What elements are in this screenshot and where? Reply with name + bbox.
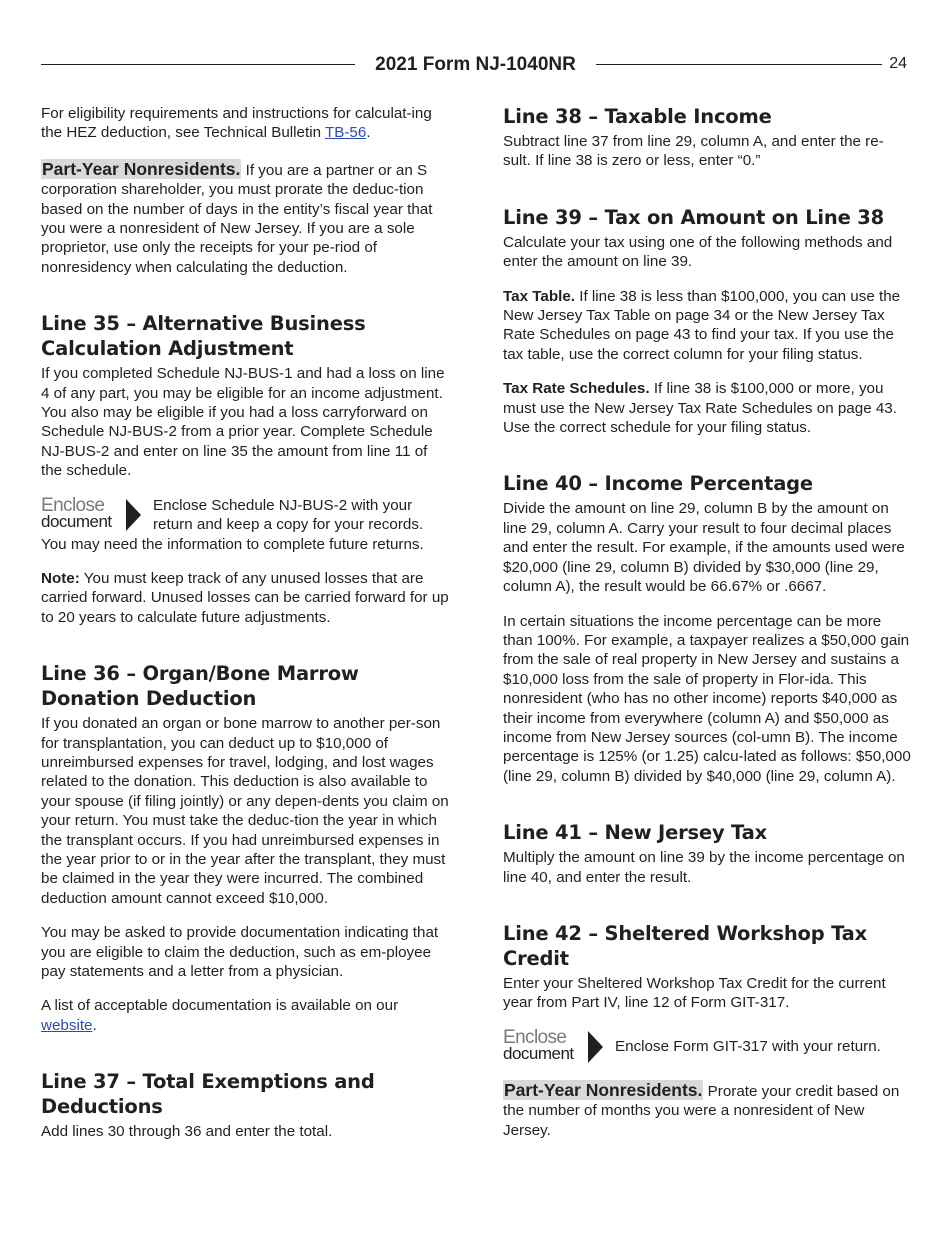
part-year-paragraph bbox=[41, 160, 449, 277]
line-41-heading: Line 41 – New Jersey Tax bbox=[503, 821, 767, 845]
tb-56-link[interactable]: TB-56 bbox=[324, 124, 367, 142]
left-column bbox=[41, 104, 449, 1142]
line-41-text: Multiply the amount on line 39 by the income percentage on line 40, and enter the result. bbox=[503, 849, 905, 886]
right-column bbox=[503, 104, 911, 1140]
line-38-text: Subtract line 37 from line 29, column A, and enter the re-sult. If line 38 is zero or less, enter “0.” bbox=[503, 133, 884, 170]
line-42-text: Enter your Sheltered Workshop Tax Credit for the current year from Part IV, line 12 of Form GIT-317. bbox=[503, 974, 886, 1012]
line-40-heading: Line 40 – Income Percentage bbox=[503, 472, 813, 496]
part-year-credit-text: Prorate your credit based on the number of months you were a nonresident of New Jersey. bbox=[503, 1082, 900, 1139]
line-36-docs-text: You may be asked to provide documentation indicating that you are eligible to claim the deduction, such as em-ployee pay statements and a letter from a physician. bbox=[41, 924, 439, 980]
part-year-credit-paragraph bbox=[503, 1081, 911, 1140]
page-number: 24 bbox=[889, 55, 907, 72]
arrow-icon bbox=[126, 499, 141, 531]
line-37-heading: Line 37 – Total Exemptions and Deductions bbox=[41, 1070, 375, 1119]
line-42-enclose-text: Enclose Form GIT-317 with your return. bbox=[615, 1038, 881, 1056]
tax-table-label: Tax Table. bbox=[503, 287, 576, 305]
line-36-list-end: . bbox=[92, 1016, 97, 1034]
tax-rate-text: If line 38 is $100,000 or more, you must use the New Jersey Tax Rate Schedules on page 43. Use the correct schedule for your filing status. bbox=[503, 380, 897, 437]
line-42-enclose-block bbox=[503, 1028, 911, 1066]
line-38-heading: Line 38 – Taxable Income bbox=[503, 105, 772, 128]
line-36-text: If you donated an organ or bone marrow to another per-son for transplantation, you can deduct up to $10,000 of unreimbursed expenses for travel, lodging, and lost wages related to the donation. This deduction is also available to your spouse (if filing jointly) or any depen-dents you claim on your return. You must take the deduc-tion the year in which the transplant occurs. If you had unreimbursed expenses in the year prior to or in the year after the transplant, they must be claimed in the year they were incurred. The combined deduction amount cannot exceed $10,000. bbox=[41, 715, 449, 907]
enclose-icon-word: Enclose bbox=[41, 494, 105, 516]
part-year-label: Part-Year Nonresidents. bbox=[42, 158, 241, 179]
line-35-heading: Line 35 – Alternative Business Calculation Adjustment bbox=[41, 312, 366, 361]
line-35-enclose-block bbox=[41, 496, 449, 554]
line-40-text: Divide the amount on line 29, column B by the amount on line 29, column A. Carry your result to four decimal places and enter the result. For example, if the amounts used were $20,000 (line 29, column B) divided by $30,000 (line 29, column A), the result would be 66.67% or .6667. bbox=[503, 500, 905, 596]
website-link[interactable]: website bbox=[41, 1016, 93, 1034]
arrow-icon bbox=[588, 1031, 603, 1063]
document-icon-word: document bbox=[503, 1043, 574, 1063]
line-42-heading: Line 42 – Sheltered Workshop Tax Credit bbox=[503, 921, 867, 970]
line-40-text-2: In certain situations the income percentage can be more than 100%. For example, a taxpayer realizes a $50,000 gain from the sale of real property in New Jersey and sustains a $10,000 loss from the sale of property in Flor-ida. This nonresident (who has no other income) reports $40,000 as their income from everywhere (column A) and $50,000 as income from New Jersey sources (col-umn B). The income percentage is 125% (or 1.25) calcu-lated as follows: $50,000 (line 29, column B) divided by $40,000 (line 29, column A). bbox=[503, 612, 911, 785]
line-36-list-paragraph bbox=[41, 996, 449, 1035]
enclose-icon-word: Enclose bbox=[503, 1026, 567, 1048]
line-36-heading: Line 36 – Organ/Bone Marrow Donation Deduction bbox=[41, 662, 359, 711]
note-label: Note: bbox=[41, 569, 80, 587]
document-icon-word: document bbox=[41, 511, 112, 531]
line-37-text: Add lines 30 through 36 and enter the total. bbox=[41, 1123, 333, 1141]
line-35-enclose-text: Enclose Schedule NJ-BUS-2 with your return and keep a copy for your records. You may need the information to complete future returns. bbox=[41, 496, 424, 553]
page-header bbox=[41, 52, 911, 78]
form-title: 2021 Form NJ-1040NR bbox=[375, 54, 576, 75]
hez-intro-text: For eligibility requirements and instructions for calculat-ing the HEZ deduction, see Technical Bulletin bbox=[41, 105, 432, 142]
header-rule-right bbox=[596, 64, 882, 65]
line-39-text: Calculate your tax using one of the following methods and enter the amount on line 39. bbox=[503, 233, 893, 271]
part-year-credit-label: Part-Year Nonresidents. bbox=[504, 1079, 703, 1100]
line-39-heading: Line 39 – Tax on Amount on Line 38 bbox=[503, 205, 884, 229]
tax-table-text: If line 38 is less than $100,000, you can use the New Jersey Tax Table on page 34 or the New Jersey Tax Rate Schedules on page 43 to find your tax. If you use the tax table, use the correct column for your filing status. bbox=[503, 287, 901, 363]
line-35-text: If you completed Schedule NJ-BUS-1 and had a loss on line 4 of any part, you may be eligible for an income adjustment. You also may be eligible if you had a loss carryforward on Schedule NJ-BUS-2 from a prior year. Complete Schedule NJ-BUS-2 and enter on line 35 the amount from line 11 of the schedule. bbox=[41, 365, 445, 480]
hez-end-text: . bbox=[366, 124, 371, 142]
hez-paragraph bbox=[41, 104, 449, 143]
note-paragraph bbox=[41, 569, 449, 627]
tax-rate-paragraph bbox=[503, 379, 911, 437]
line-36-list-text: A list of acceptable documentation is available on our bbox=[41, 997, 399, 1015]
part-year-text: If you are a partner or an S corporation shareholder, you must prorate the deduc-tion based on the number of days in the entity’s fiscal year that you were a nonresident of New Jersey. If you are a sole proprietor, use only the receipts for your pe-riod of nonresidency when calculating the deduction. bbox=[41, 161, 433, 276]
enclose-document-icon bbox=[503, 1028, 603, 1066]
tax-rate-label: Tax Rate Schedules. bbox=[503, 380, 650, 398]
header-rule-left bbox=[41, 64, 355, 65]
tax-table-paragraph bbox=[503, 287, 911, 365]
note-text: You must keep track of any unused losses that are carried forward. Unused losses can be carried forward for up to 20 years to calculate future adjustments. bbox=[41, 569, 449, 626]
enclose-document-icon bbox=[41, 496, 141, 534]
